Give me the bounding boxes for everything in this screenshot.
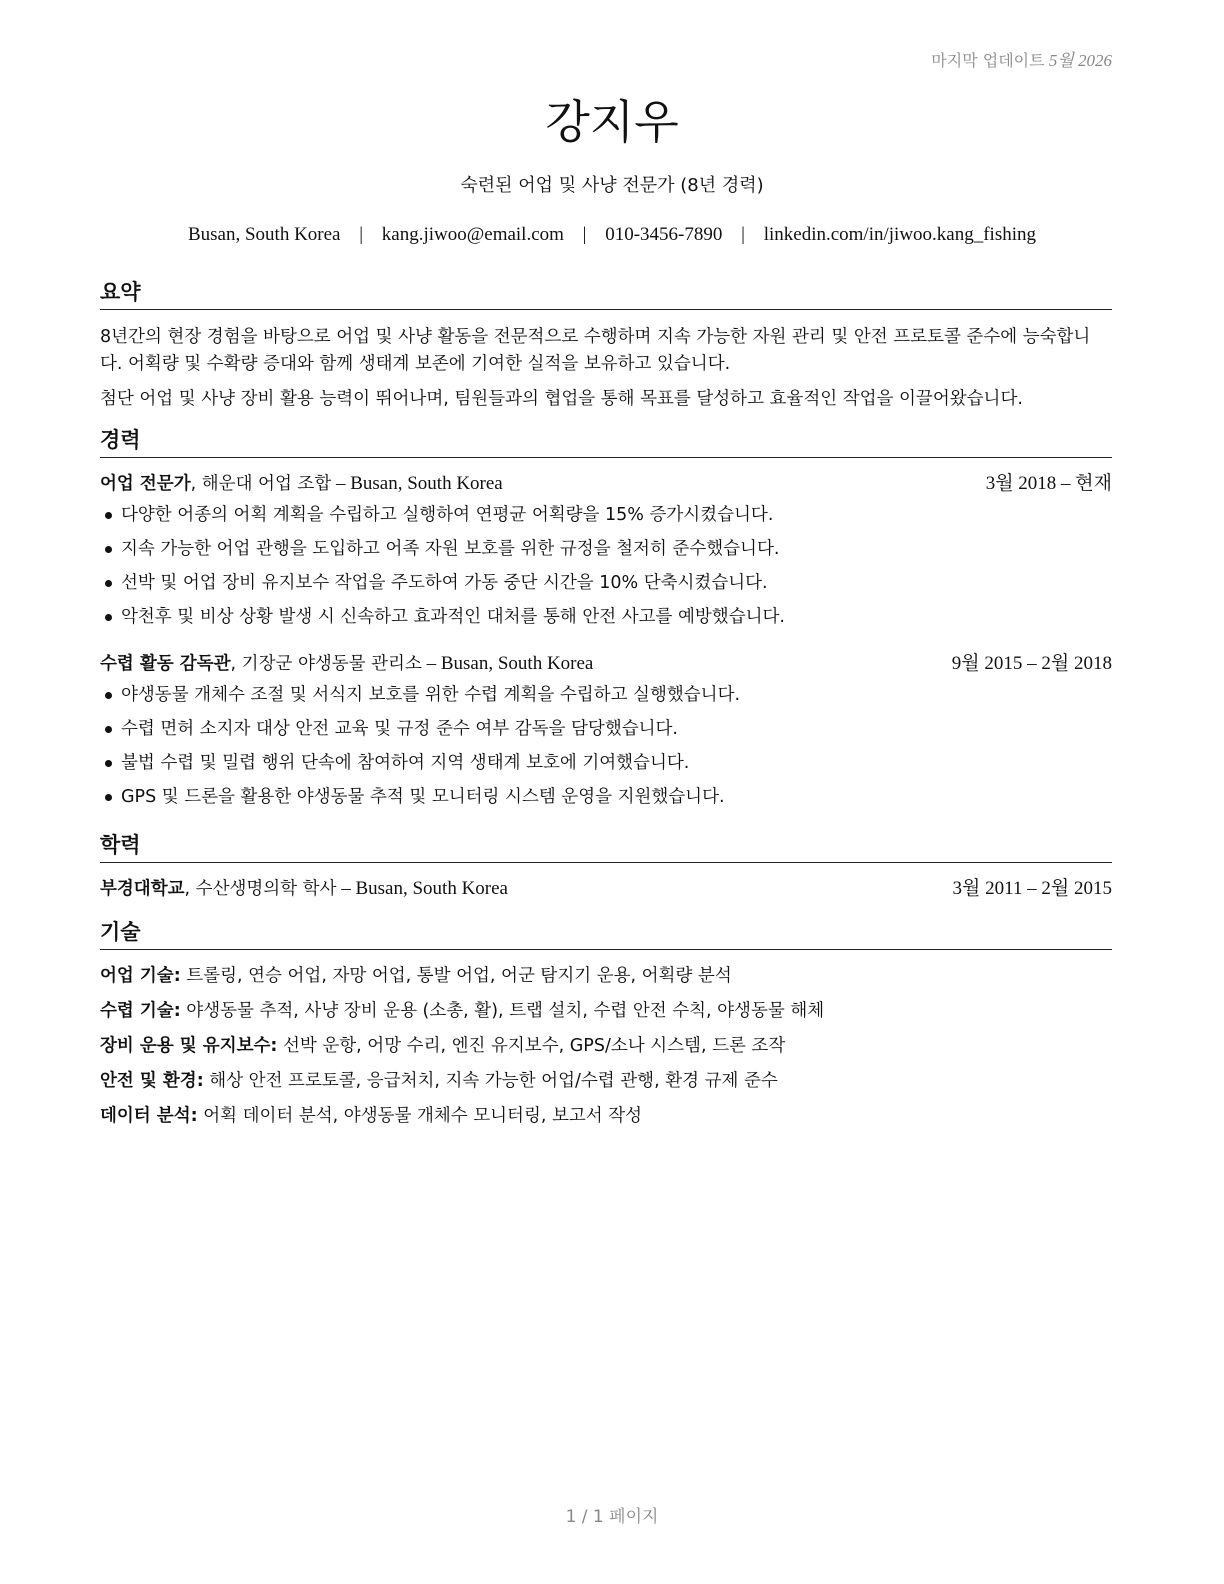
job-role: 어업 전문가 [100, 474, 191, 494]
contact-phone: 010-3456-7890 [605, 224, 723, 245]
list-item: 악천후 및 비상 상황 발생 시 신속하고 효과적인 대처를 통해 안전 사고를 예방했습니다. [100, 600, 1112, 634]
education-school: 부경대학교 [100, 879, 185, 899]
summary-title: 요약 [100, 276, 1112, 310]
education-degree: 수산생명의학 학사 [195, 879, 337, 899]
job-org: 해운대 어업 조합 [201, 474, 332, 494]
education-location: Busan, South Korea [355, 878, 508, 899]
skill-row [100, 994, 1112, 1029]
job-bullets [100, 678, 1112, 814]
summary-paragraph: 첨단 어업 및 사냥 장비 활용 능력이 뛰어나며, 팀원들과의 협업을 통해 목표를 달성하고 효율적인 작업을 이끌어왔습니다. [100, 389, 1023, 409]
contact-line [0, 224, 1224, 246]
skill-value: 트롤링, 연승 어업, 자망 어업, 통발 어업, 어군 탐지기 운용, 어획량 분석 [186, 966, 732, 986]
skills-title: 기술 [100, 916, 1112, 950]
list-item: 선박 및 어업 장비 유지보수 작업을 주도하여 가동 중단 시간을 10% 단축시켰습니다. [100, 566, 1112, 600]
job-header: 어업 전문가, 해운대 어업 조합 – Busan, South Korea 3월 2018 – 현재 [100, 470, 1112, 498]
contact-location: Busan, South Korea [187, 224, 341, 245]
skill-row [100, 1099, 1112, 1134]
list-item: GPS 및 드론을 활용한 야생동물 추적 및 모니터링 시스템 운영을 지원했습니다. [100, 780, 1112, 814]
skill-row [100, 959, 1112, 994]
contact-separator: | [359, 224, 364, 245]
experience-section [100, 424, 1112, 814]
job-location: Busan, South Korea [350, 473, 503, 494]
education-dates: 3월 2011 – 2월 2015 [952, 878, 1112, 899]
job-dates: 9월 2015 – 2월 2018 [951, 653, 1112, 674]
job-header: 수렵 활동 감독관, 기장군 야생동물 관리소 – Busan, South Korea 9월 2015 – 2월 2018 [100, 650, 1112, 678]
candidate-headline: 숙련된 어업 및 사냥 전문가 (8년 경력) [460, 175, 764, 196]
summary-paragraph: 8년간의 현장 경험을 바탕으로 어업 및 사냥 활동을 전문적으로 수행하며 지속 가능한 자원 관리 및 안전 프로토콜 준수에 능숙합니다. 어획량 및 수확량 증대와 함께 생태계 보존에 기여한 실적을 보유하고 있습니다. [100, 327, 1091, 374]
skill-value: 야생동물 추적, 사냥 장비 운용 (소총, 활), 트랩 설치, 수렵 안전 수칙, 야생동물 해체 [186, 1001, 825, 1021]
skill-label: 안전 및 환경: [100, 1071, 204, 1091]
skill-label: 수렵 기술: [100, 1001, 181, 1021]
page-number: 1 / 1 페이지 [565, 1507, 659, 1527]
last-updated-date: 5월 2026 [1048, 51, 1112, 70]
job-entry [100, 470, 1112, 634]
skill-value: 어획 데이터 분석, 야생동물 개체수 모니터링, 보고서 작성 [203, 1106, 643, 1126]
list-item: 지속 가능한 어업 관행을 도입하고 어족 자원 보호를 위한 규정을 철저히 준수했습니다. [100, 532, 1112, 566]
candidate-name: 강지우 [545, 95, 679, 149]
skill-label: 장비 운용 및 유지보수: [100, 1036, 278, 1056]
skills-section [100, 916, 1112, 1134]
education-title: 학력 [100, 829, 1112, 863]
list-item: 불법 수렵 및 밀렵 행위 단속에 참여하여 지역 생태계 보호에 기여했습니다. [100, 746, 1112, 780]
education-section [100, 829, 1112, 903]
job-role: 수렵 활동 감독관 [100, 654, 231, 674]
skill-label: 데이터 분석: [100, 1106, 198, 1126]
job-org: 기장군 야생동물 관리소 [241, 654, 422, 674]
contact-separator: | [582, 224, 587, 245]
skill-value: 해상 안전 프로토콜, 응급처치, 지속 가능한 어업/수렵 관행, 환경 규제 준수 [209, 1071, 778, 1091]
experience-title: 경력 [100, 424, 1112, 458]
skill-row [100, 1029, 1112, 1064]
contact-separator: | [741, 224, 745, 245]
list-item: 야생동물 개체수 조절 및 서식지 보호를 위한 수렵 계획을 수립하고 실행했습니다. [100, 678, 1112, 712]
last-updated [931, 46, 1112, 71]
job-bullets [100, 498, 1112, 634]
skill-value: 선박 운항, 어망 수리, 엔진 유지보수, GPS/소나 시스템, 드론 조작 [283, 1036, 786, 1056]
job-dates: 3월 2018 – 현재 [985, 473, 1112, 494]
job-location: Busan, South Korea [440, 653, 594, 674]
contact-email[interactable]: kang.jiwoo@email.com [381, 224, 564, 245]
list-item: 수렵 면허 소지자 대상 안전 교육 및 규정 준수 여부 감독을 담당했습니다. [100, 712, 1112, 746]
skill-row [100, 1064, 1112, 1099]
skill-label: 어업 기술: [100, 966, 181, 986]
education-entry: 부경대학교, 수산생명의학 학사 – Busan, South Korea 3월 2011 – 2월 2015 [100, 875, 1112, 903]
job-entry [100, 650, 1112, 814]
summary-section [100, 276, 1112, 413]
last-updated-label: 마지막 업데이트 [931, 51, 1045, 70]
list-item: 다양한 어종의 어획 계획을 수립하고 실행하여 연평균 어획량을 15% 증가시켰습니다. [100, 498, 1112, 532]
contact-linkedin[interactable]: linkedin.com/in/jiwoo.kang_fishing [763, 224, 1037, 245]
